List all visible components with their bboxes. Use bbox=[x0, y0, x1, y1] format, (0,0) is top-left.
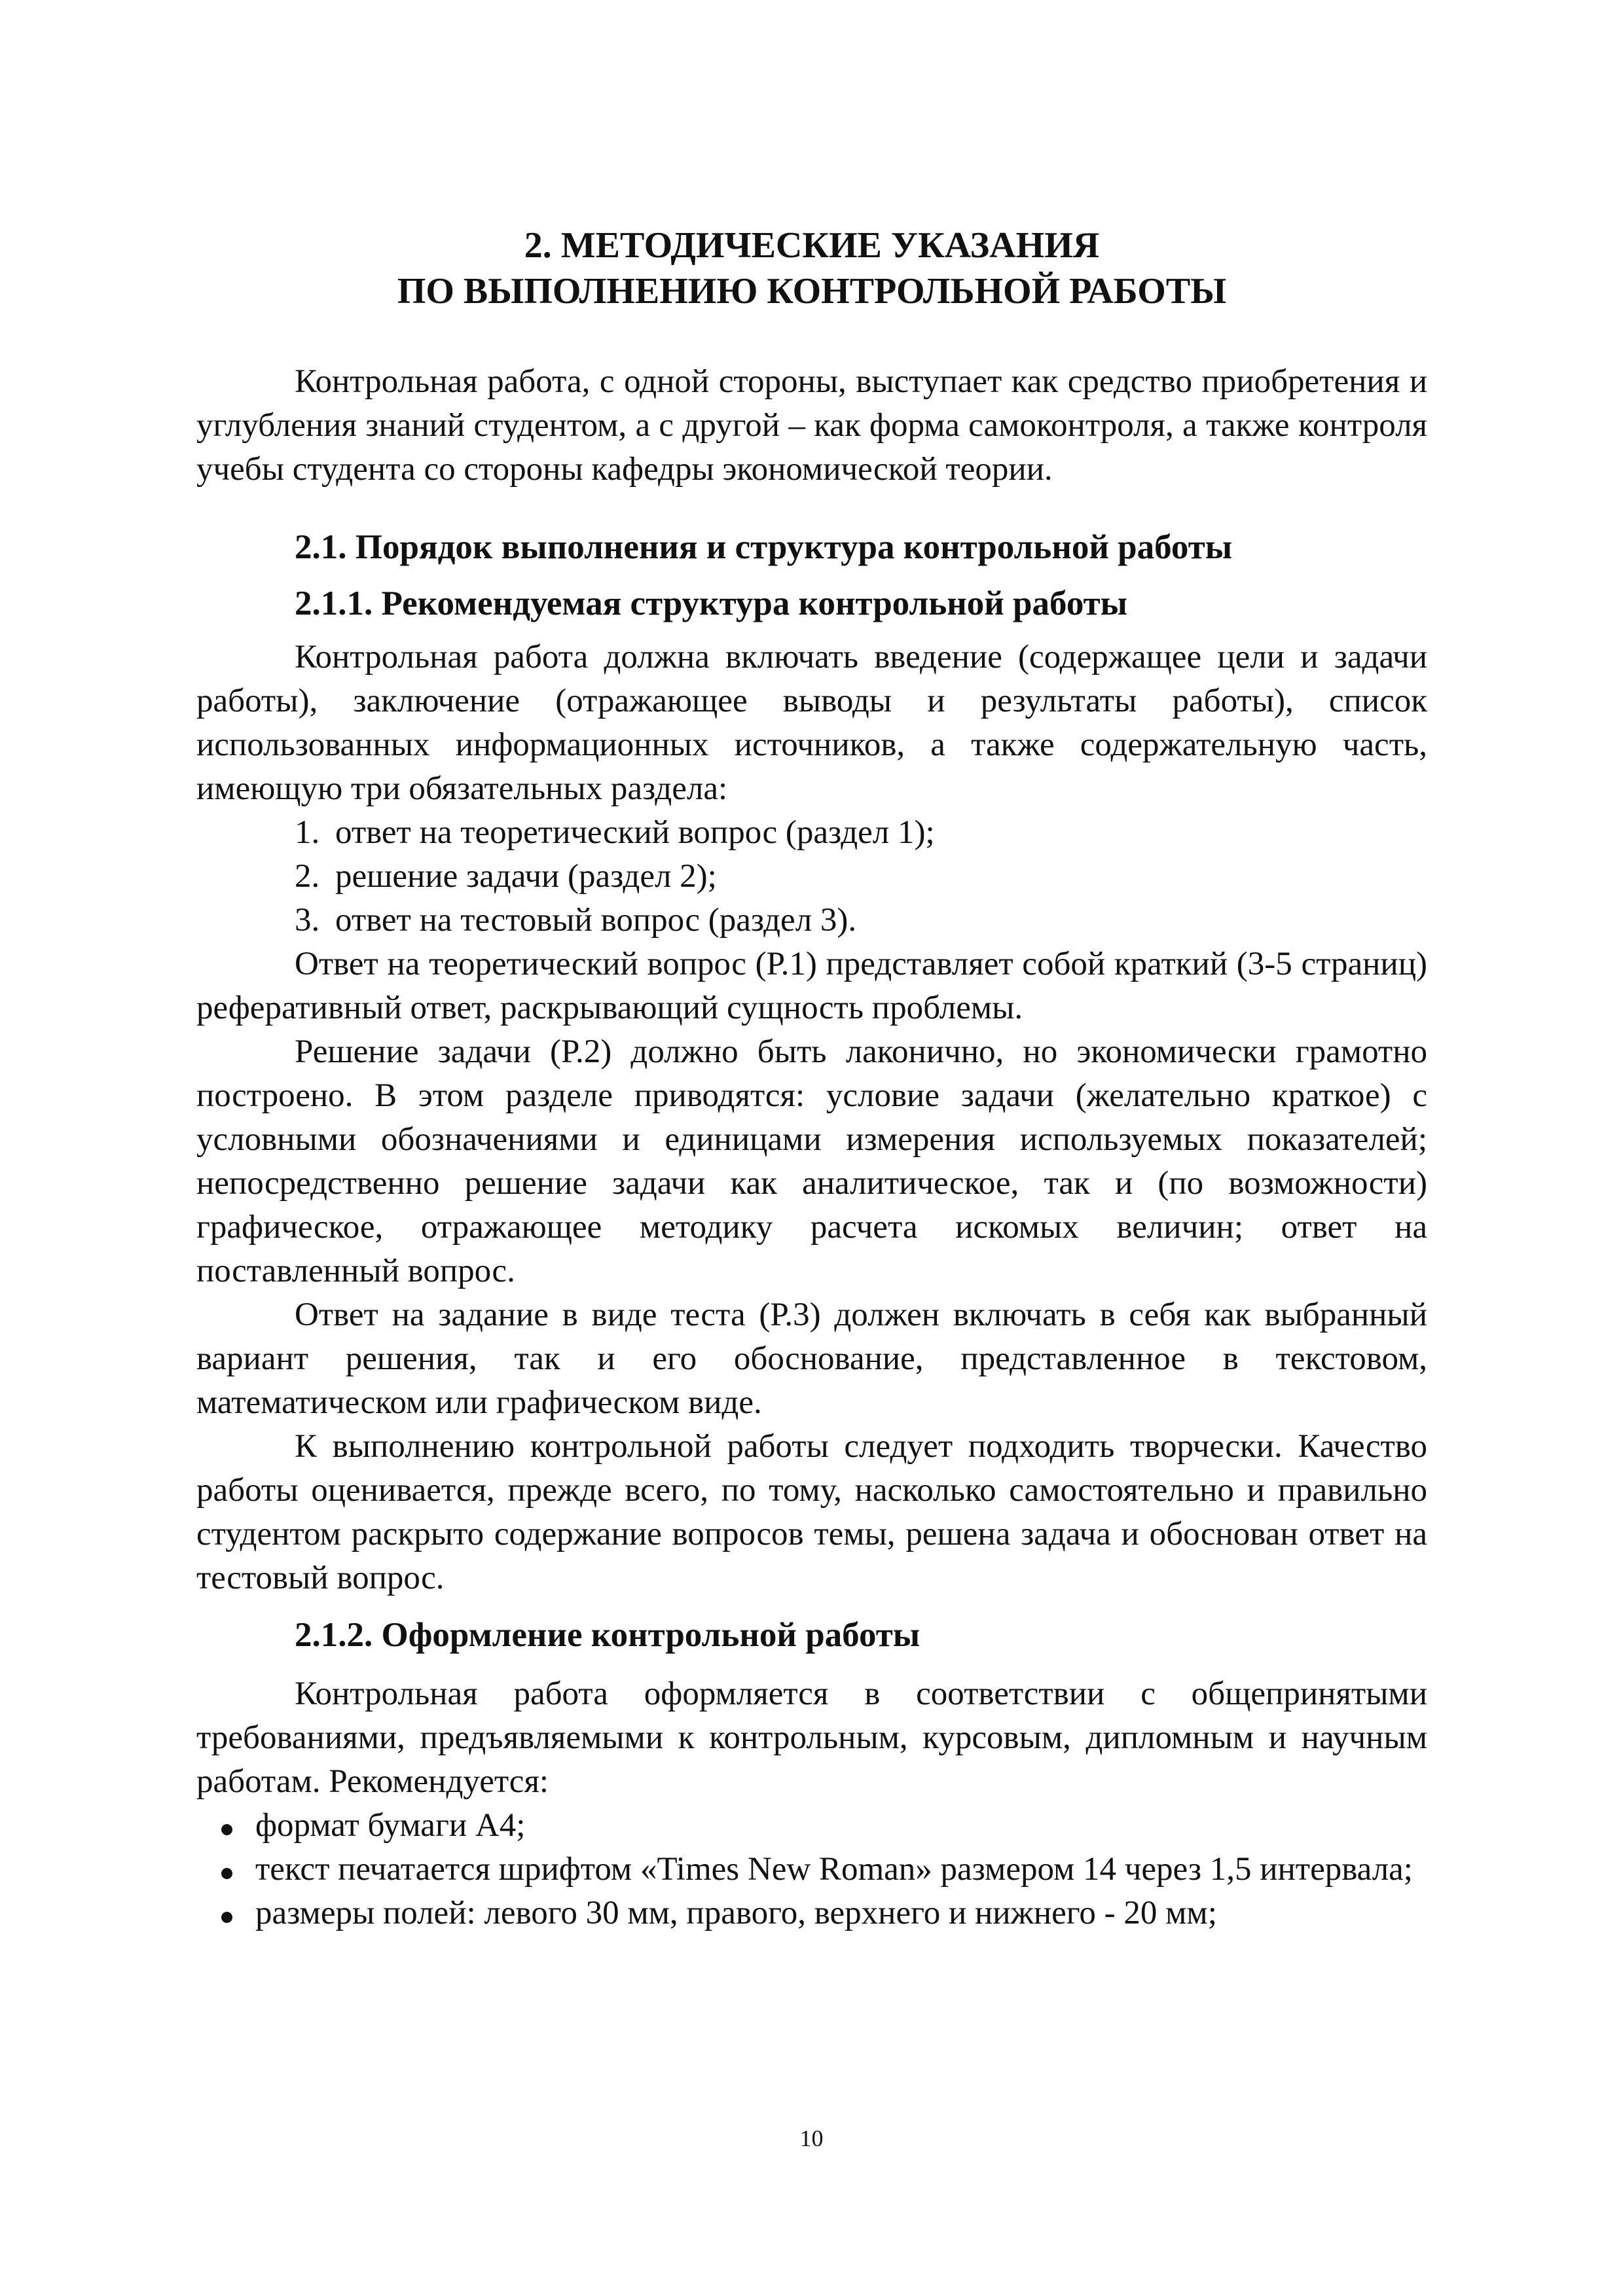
list-item-text: ответ на тестовый вопрос (раздел 3). bbox=[335, 902, 857, 939]
required-sections-list bbox=[196, 811, 1427, 942]
bullet-item bbox=[196, 1804, 1427, 1848]
structure-paragraph: Контрольная работа должна включать введение (содержащее цели и задачи работы), заключение (отражающее выводы и результаты работы), список использованных информационных источников, а также содержательную часть, имеющую три обязательных раздела: bbox=[196, 639, 1427, 807]
list-item-number: 3. bbox=[295, 902, 320, 939]
page-content bbox=[196, 223, 1427, 1935]
bullet-item bbox=[196, 1848, 1427, 1892]
chapter-title-line-1: 2. МЕТОДИЧЕСКИЕ УКАЗАНИЯ bbox=[524, 225, 1100, 266]
quality-paragraph: К выполнению контрольной работы следует подходить творчески. Качество работы оценивается, прежде всего, по тому, насколько самостоятельно и правильно студентом раскрыто содержание вопросов темы, решена задача и обоснован ответ на тестовый вопрос. bbox=[196, 1428, 1427, 1596]
section-2-1-heading: 2.1. Порядок выполнения и структура контрольной работы bbox=[295, 528, 1233, 566]
theory-answer-paragraph: Ответ на теоретический вопрос (Р.1) представляет собой краткий (3-5 страниц) реферативный ответ, раскрывающий сущность проблемы. bbox=[196, 946, 1427, 1026]
formatting-paragraph: Контрольная работа оформляется в соответствии с общепринятыми требованиями, предъявляемыми к контрольным, курсовым, дипломным и научным работам. Рекомендуется: bbox=[196, 1676, 1427, 1800]
list-item-text: ответ на теоретический вопрос (раздел 1); bbox=[335, 814, 935, 851]
test-answer-paragraph: Ответ на задание в виде теста (Р.3) должен включать в себя как выбранный вариант решения, так и его обоснование, представленное в текстовом, математическом или графическом виде. bbox=[196, 1297, 1427, 1421]
list-item-number: 1. bbox=[295, 814, 320, 851]
list-item-number: 2. bbox=[295, 858, 320, 895]
bullet-item-text: размеры полей: левого 30 мм, правого, верхнего и нижнего - 20 мм; bbox=[255, 1895, 1217, 1931]
bullet-item-text: текст печатается шрифтом «Times New Roman» размером 14 через 1,5 интервала; bbox=[255, 1851, 1413, 1888]
list-item bbox=[196, 899, 1427, 942]
chapter-title-line-2: ПО ВЫПОЛНЕНИЮ КОНТРОЛЬНОЙ РАБОТЫ bbox=[397, 271, 1227, 312]
list-item-text: решение задачи (раздел 2); bbox=[335, 858, 717, 895]
list-item bbox=[196, 811, 1427, 855]
bullet-item bbox=[196, 1892, 1427, 1935]
formatting-requirements-list bbox=[196, 1804, 1427, 1935]
chapter-intro-paragraph: Контрольная работа, с одной стороны, выступает как средство приобретения и углубления знаний студентом, а с другой – как форма самоконтроля, а также контроля учебы студента со стороны кафедры экономической теории. bbox=[196, 363, 1427, 488]
bullet-item-text: формат бумаги А4; bbox=[255, 1807, 526, 1844]
list-item bbox=[196, 855, 1427, 899]
page-number: 10 bbox=[799, 2125, 824, 2151]
section-2-1-2-heading: 2.1.2. Оформление контрольной работы bbox=[295, 1616, 921, 1654]
task-solution-paragraph: Решение задачи (Р.2) должно быть лаконично, но экономически грамотно построено. В этом разделе приводятся: условие задачи (желательно краткое) с условными обозначениями и единицами измерения используемых показателей; непосредственно решение задачи как аналитическое, так и (по возможности) графическое, отражающее методику расчета искомых величин; ответ на поставленный вопрос. bbox=[196, 1033, 1427, 1289]
chapter-title bbox=[196, 223, 1427, 314]
section-2-1-1-heading: 2.1.1. Рекомендуемая структура контрольной работы bbox=[295, 584, 1128, 622]
